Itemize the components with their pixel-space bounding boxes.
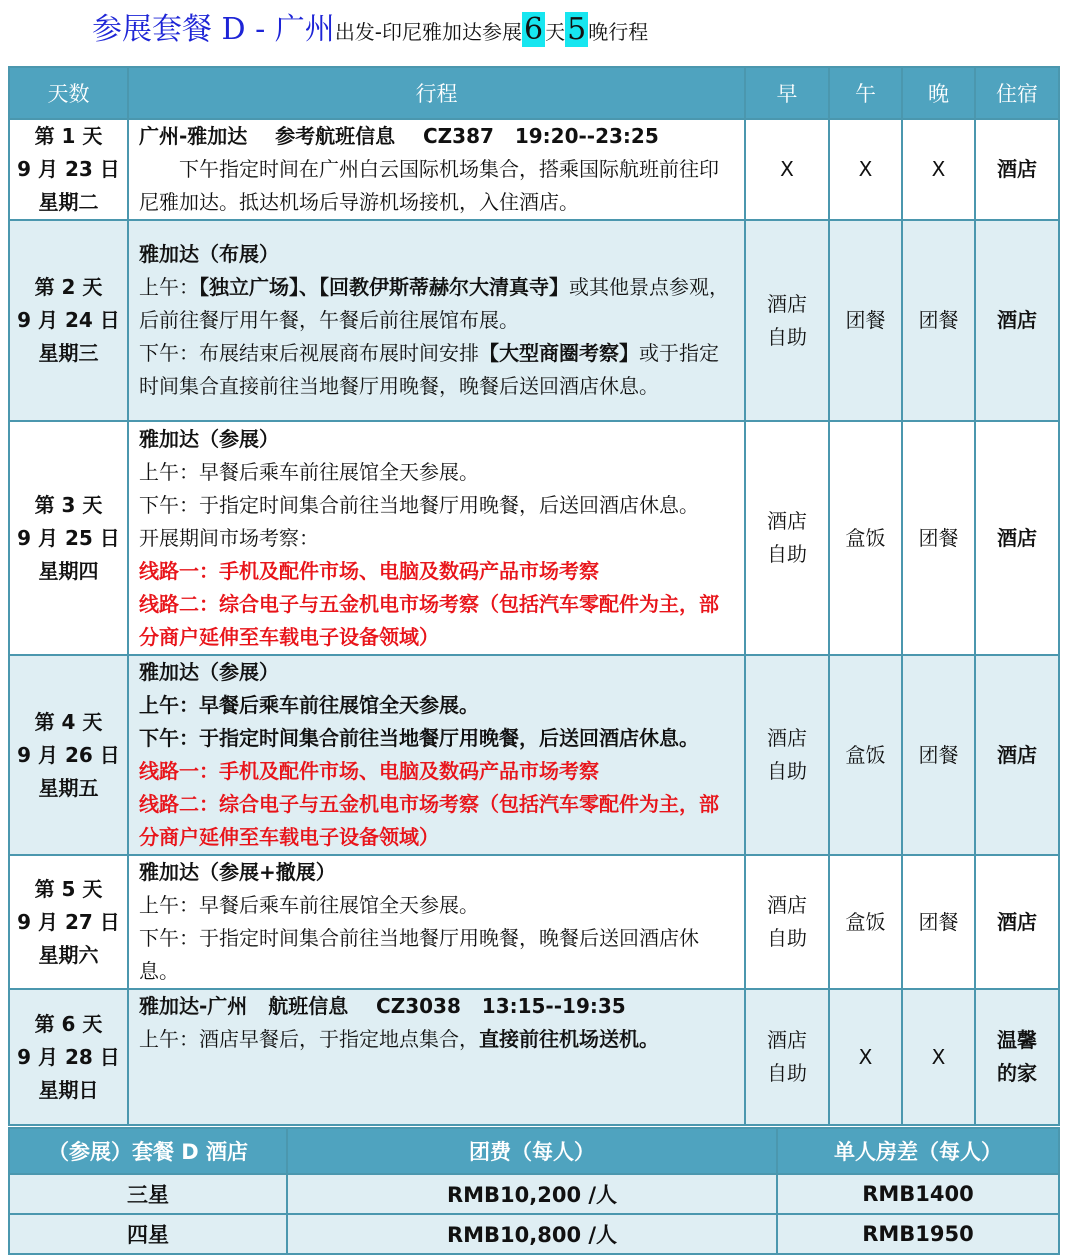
lunch-cell: X: [829, 989, 902, 1125]
price-row-four-star: [9, 1214, 1059, 1254]
day-number: 第 5 天: [34, 876, 103, 901]
day-date: 9 月 23 日: [17, 157, 120, 181]
dinner-cell: 团餐: [902, 655, 975, 855]
flight-info: 广州-雅加达 参考航班信息 CZ387 19:20--23:25: [139, 124, 659, 148]
dinner-cell: 团餐: [902, 220, 975, 421]
morning-prefix: 上午：: [139, 275, 199, 299]
plan-afternoon: 下午：于指定时间集合前往当地餐厅用晚餐，后送回酒店休息。: [139, 492, 699, 517]
breakfast-cell: [745, 655, 829, 855]
lunch-cell: 盒饭: [829, 655, 902, 855]
stay-line-2: 的家: [997, 1061, 1037, 1085]
plan-afternoon: 下午：于指定时间集合前往当地餐厅用晚餐，后送回酒店休息。: [139, 726, 699, 750]
breakfast-line-1: 酒店: [767, 893, 807, 917]
table-row-day-1: [9, 119, 1059, 220]
morning-prefix: 上午：酒店早餐后，于指定地点集合，: [139, 1027, 479, 1051]
header-breakfast: 早: [745, 67, 829, 119]
route-one: 线路一：手机及配件市场、电脑及数码产品市场考察: [139, 759, 599, 783]
single-supplement: RMB1400: [777, 1174, 1059, 1214]
day-weekday: 星期四: [38, 558, 99, 583]
stay-cell: 酒店: [975, 119, 1059, 220]
plan-market-intro: 开展期间市场考察：: [139, 525, 319, 550]
tour-fee: RMB10,200 /人: [287, 1174, 777, 1214]
breakfast-line-1: 酒店: [767, 291, 807, 316]
title-days-number: 6: [524, 12, 544, 47]
breakfast-cell: X: [745, 119, 829, 220]
hotel-grade: 三星: [9, 1174, 287, 1214]
price-header-package: （参展）套餐 D 酒店: [9, 1128, 287, 1174]
morning-highlight: 【独立广场】、【回教伊斯蒂赫尔大清真寺】: [199, 275, 569, 299]
breakfast-line-2: 自助: [767, 926, 807, 950]
title-days-label: 天: [545, 20, 566, 44]
page-title: [92, 4, 648, 48]
route-one: 线路一：手机及配件市场、电脑及数码产品市场考察: [139, 558, 599, 583]
breakfast-line-2: 自助: [767, 1061, 807, 1085]
single-supplement: RMB1950: [777, 1214, 1059, 1254]
plan-cell: [128, 989, 745, 1125]
plan-morning: [139, 1023, 736, 1056]
flight-info: 雅加达-广州 航班信息 CZ3038 13:15--19:35: [139, 994, 626, 1018]
day-number: 第 6 天: [34, 1011, 103, 1036]
table-row-day-2: [9, 220, 1059, 421]
itinerary-table: [8, 66, 1060, 1126]
stay-cell: 酒店: [975, 655, 1059, 855]
breakfast-line-2: 自助: [767, 542, 807, 566]
breakfast-cell: [745, 220, 829, 421]
plan-heading: 雅加达（布展）: [139, 242, 279, 266]
header-itinerary: 行程: [128, 67, 745, 119]
plan-cell: [128, 119, 745, 220]
plan-heading: 雅加达（参展+撤展）: [139, 860, 336, 884]
afternoon-prefix: 下午：布展结束后视展商布展时间安排: [139, 341, 479, 365]
morning-rest: 或其他景点参观，后前往餐厅用午餐，午餐后前往展馆布展。: [139, 275, 729, 332]
header-dinner: 晚: [902, 67, 975, 119]
stay-line-1: 温馨: [997, 1028, 1037, 1052]
plan-cell: [128, 655, 745, 855]
price-row-three-star: [9, 1174, 1059, 1214]
plan-morning: 上午：早餐后乘车前往展馆全天参展。: [139, 693, 479, 717]
plan-text: 下午指定时间在广州白云国际机场集合，搭乘国际航班前往印尼雅加达。抵达机场后导游机场接机，入住酒店。: [139, 157, 719, 214]
day-cell: [9, 220, 128, 421]
breakfast-line-2: 自助: [767, 324, 807, 349]
price-header-row: [9, 1128, 1059, 1174]
day-date: 9 月 26 日: [17, 742, 120, 767]
title-nights-number: 5: [567, 12, 587, 47]
plan-afternoon: [139, 337, 736, 403]
dinner-cell: 团餐: [902, 421, 975, 655]
lunch-cell: 盒饭: [829, 421, 902, 655]
dinner-cell: X: [902, 119, 975, 220]
table-row-day-6: [9, 989, 1059, 1125]
route-two: 线路二：综合电子与五金机电市场考察（包括汽车零配件为主，部分商户延伸至车载电子设备领域）: [139, 792, 719, 849]
lunch-cell: 团餐: [829, 220, 902, 421]
plan-cell: [128, 220, 745, 421]
tour-fee: RMB10,800 /人: [287, 1214, 777, 1254]
route-two: 线路二：综合电子与五金机电市场考察（包括汽车零配件为主，部分商户延伸至车载电子设备领域）: [139, 591, 719, 649]
day-number: 第 1 天: [34, 124, 103, 148]
breakfast-line-1: 酒店: [767, 1028, 807, 1052]
header-stay: 住宿: [975, 67, 1059, 119]
lunch-cell: 盒饭: [829, 855, 902, 989]
dinner-cell: 团餐: [902, 855, 975, 989]
day-date: 9 月 25 日: [17, 525, 120, 550]
day-weekday: 星期二: [38, 190, 99, 214]
afternoon-rest: 或于指定时间集合直接前往当地餐厅用晚餐，晚餐后送回酒店休息。: [139, 341, 719, 398]
price-header-fee: 团费（每人）: [287, 1128, 777, 1174]
header-day: 天数: [9, 67, 128, 119]
plan-morning: [139, 271, 736, 337]
stay-cell: 酒店: [975, 220, 1059, 421]
plan-morning: 上午：早餐后乘车前往展馆全天参展。: [139, 893, 479, 917]
day-number: 第 2 天: [34, 275, 103, 299]
afternoon-highlight: 【大型商圈考察】: [479, 341, 639, 365]
day-cell: [9, 989, 128, 1125]
dinner-cell: X: [902, 989, 975, 1125]
day-cell: [9, 655, 128, 855]
title-route: 出发-印尼雅加达参展: [334, 20, 523, 44]
breakfast-line-2: 自助: [767, 759, 807, 783]
morning-highlight: 直接前往机场送机。: [479, 1027, 659, 1051]
breakfast-cell: [745, 989, 829, 1125]
plan-heading: 雅加达（参展）: [139, 660, 279, 684]
day-weekday: 星期三: [38, 341, 99, 365]
day-date: 9 月 28 日: [17, 1044, 120, 1069]
day-weekday: 星期日: [38, 1077, 99, 1102]
breakfast-cell: [745, 855, 829, 989]
table-row-day-5: [9, 855, 1059, 989]
day-cell: [9, 119, 128, 220]
price-table: [8, 1127, 1060, 1255]
breakfast-cell: [745, 421, 829, 655]
price-header-single: 单人房差（每人）: [777, 1128, 1059, 1174]
title-package: 参展套餐 D - 广州: [92, 12, 335, 47]
plan-cell: [128, 855, 745, 989]
day-date: 9 月 27 日: [17, 909, 120, 934]
stay-cell: 酒店: [975, 855, 1059, 989]
day-number: 第 3 天: [34, 492, 103, 517]
plan-afternoon: 下午：于指定时间集合前往当地餐厅用晚餐，晚餐后送回酒店休息。: [139, 926, 699, 983]
day-date: 9 月 24 日: [17, 308, 120, 332]
plan-morning: 上午：早餐后乘车前往展馆全天参展。: [139, 459, 479, 484]
day-number: 第 4 天: [34, 709, 103, 734]
day-cell: [9, 855, 128, 989]
breakfast-line-1: 酒店: [767, 509, 807, 533]
plan-cell: [128, 421, 745, 655]
lunch-cell: X: [829, 119, 902, 220]
day-cell: [9, 421, 128, 655]
title-nights-label: 晚行程: [588, 20, 649, 44]
breakfast-line-1: 酒店: [767, 726, 807, 750]
day-weekday: 星期六: [38, 942, 99, 967]
plan-heading: 雅加达（参展）: [139, 426, 279, 451]
hotel-grade: 四星: [9, 1214, 287, 1254]
day-weekday: 星期五: [38, 775, 99, 800]
table-row-day-3: [9, 421, 1059, 655]
table-row-day-4: [9, 655, 1059, 855]
stay-cell: [975, 989, 1059, 1125]
stay-cell: 酒店: [975, 421, 1059, 655]
itinerary-header-row: [9, 67, 1059, 119]
header-lunch: 午: [829, 67, 902, 119]
